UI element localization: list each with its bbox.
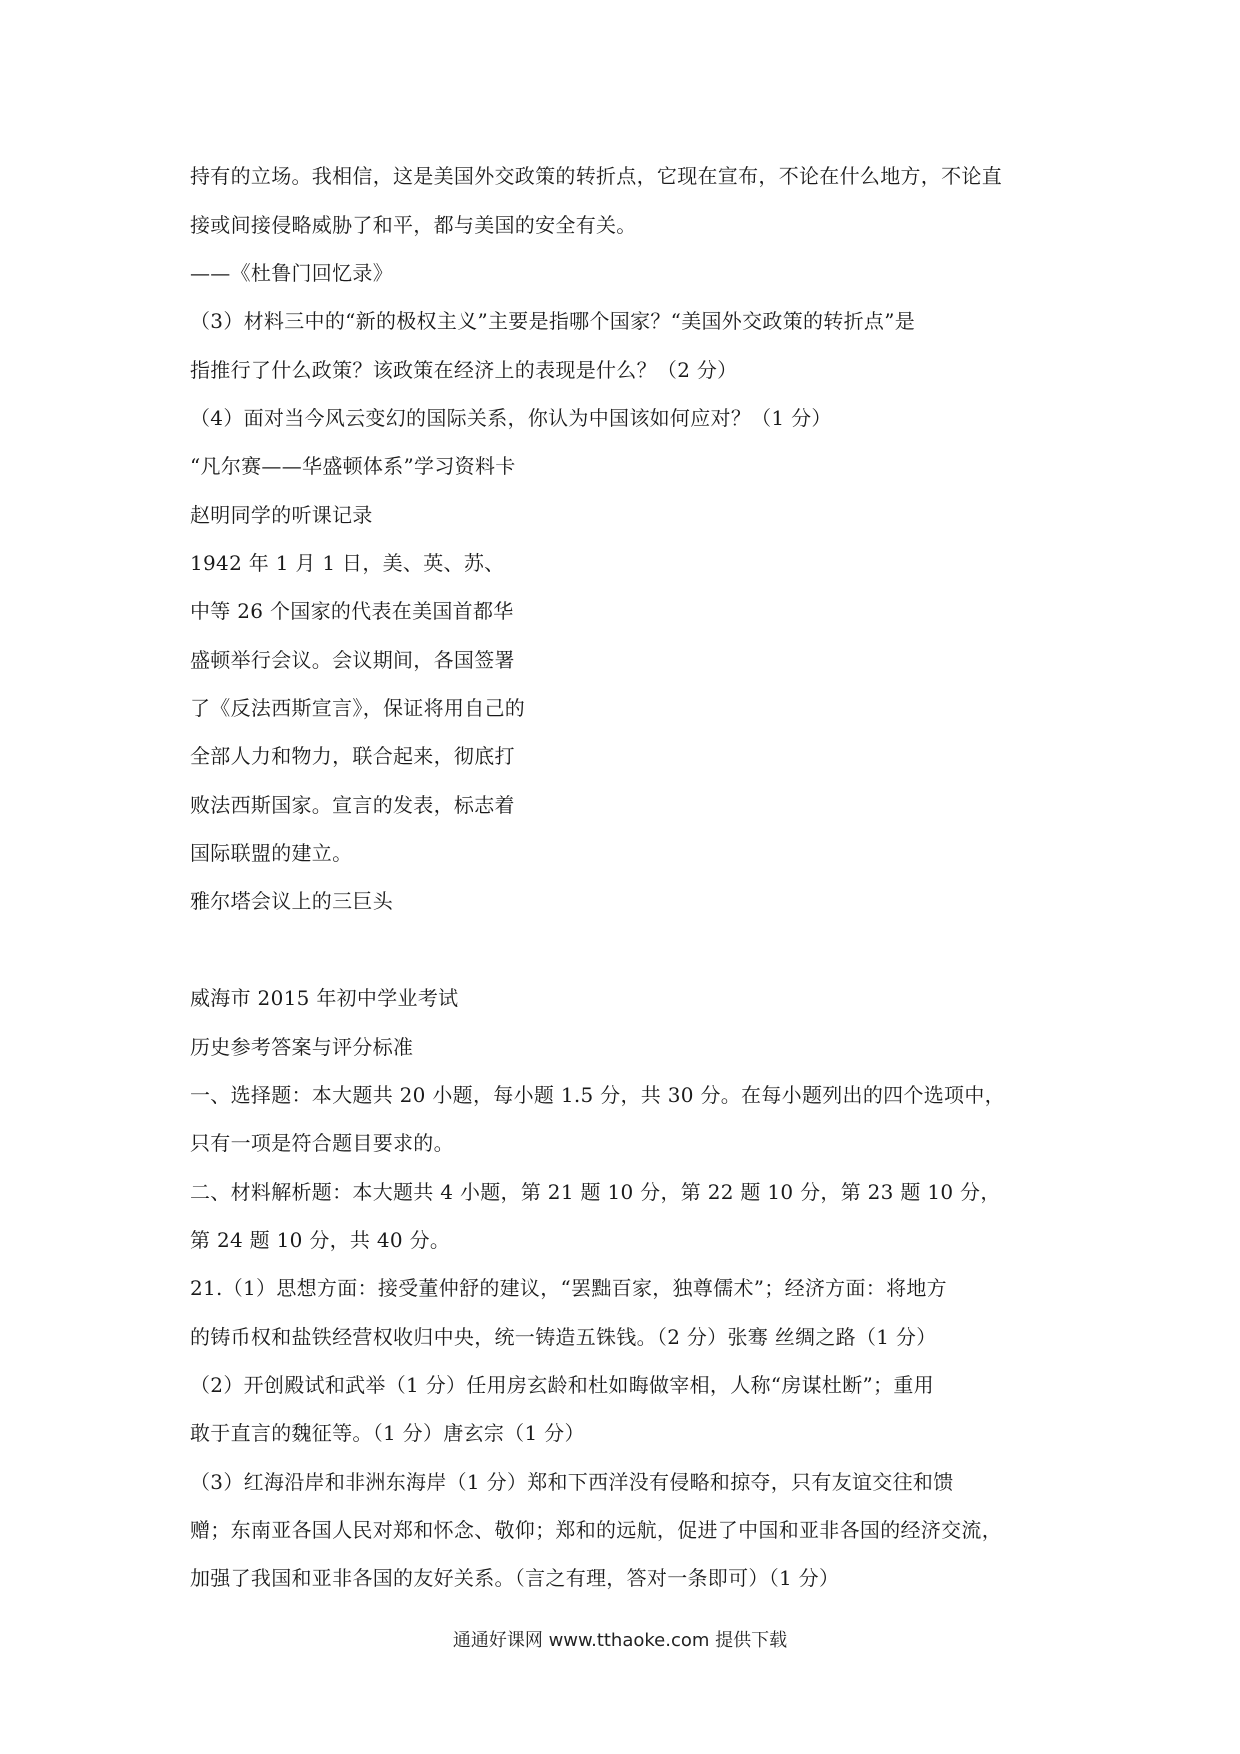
- text-line: 国际联盟的建立。: [190, 841, 353, 865]
- answer-21-3: （3）红海沿岸和非洲东海岸（1 分）郑和下西洋没有侵略和掠夺，只有友谊交往和馈: [190, 1470, 954, 1494]
- exam-title: 威海市 2015 年初中学业考试: [190, 986, 459, 1010]
- section-1-heading: 一、选择题：本大题共 20 小题，每小题 1.5 分，共 30 分。在每小题列出的四个选项中，: [190, 1083, 1005, 1107]
- text-line: 1942 年 1 月 1 日，美、英、苏、: [190, 551, 505, 575]
- text-line: 盛顿举行会议。会议期间，各国签署: [190, 648, 515, 672]
- text-line: 雅尔塔会议上的三巨头: [190, 889, 393, 913]
- text-line: 赵明同学的听课记录: [190, 503, 373, 527]
- answer-21-2: （2）开创殿试和武举（1 分）任用房玄龄和杜如晦做宰相，人称“房谋杜断”；重用: [190, 1373, 934, 1397]
- text-line: 第 24 题 10 分，共 40 分。: [190, 1228, 451, 1252]
- section-2-heading: 二、材料解析题：本大题共 4 小题，第 21 题 10 分，第 22 题 10 分，第 23 题 10 分，: [190, 1180, 1001, 1204]
- text-line: 加强了我国和亚非各国的友好关系。（言之有理，答对一条即可）（1 分）: [190, 1566, 840, 1590]
- text-line: 的铸币权和盐铁经营权收归中央，统一铸造五铢钱。（2 分）张骞 丝绸之路（1 分）: [190, 1325, 937, 1349]
- text-line: ——《杜鲁门回忆录》: [190, 261, 393, 285]
- page-footer: 通通好课网 www.tthaoke.com 提供下载: [452, 1630, 788, 1651]
- answer-21-1: 21.（1）思想方面：接受董仲舒的建议，“罢黜百家，独尊儒术”；经济方面：将地方: [190, 1276, 947, 1300]
- question-3: （3）材料三中的“新的极权主义”主要是指哪个国家？“美国外交政策的转折点”是: [190, 309, 916, 333]
- text-line: 中等 26 个国家的代表在美国首都华: [190, 599, 514, 623]
- text-line: 持有的立场。我相信，这是美国外交政策的转折点，它现在宣布，不论在什么地方，不论直: [190, 164, 1002, 188]
- card-title: “凡尔赛——华盛顿体系”学习资料卡: [190, 454, 516, 478]
- text-line: 敢于直言的魏征等。（1 分）唐玄宗（1 分）: [190, 1421, 585, 1445]
- text-line: 了《反法西斯宣言》，保证将用自己的: [190, 696, 526, 720]
- answer-title: 历史参考答案与评分标准: [190, 1035, 414, 1059]
- text-line: 全部人力和物力，联合起来，彻底打: [190, 744, 515, 768]
- text-line: 赠；东南亚各国人民对郑和怀念、敬仰；郑和的远航，促进了中国和亚非各国的经济交流，: [190, 1518, 1002, 1542]
- text-line: 只有一项是符合题目要求的。: [190, 1131, 454, 1155]
- text-line: 败法西斯国家。宣言的发表，标志着: [190, 793, 515, 817]
- text-line: 指推行了什么政策？该政策在经济上的表现是什么？（2 分）: [190, 358, 738, 382]
- text-line: 接或间接侵略威胁了和平，都与美国的安全有关。: [190, 213, 637, 237]
- question-4: （4）面对当今风云变幻的国际关系，你认为中国该如何应对？（1 分）: [190, 406, 832, 430]
